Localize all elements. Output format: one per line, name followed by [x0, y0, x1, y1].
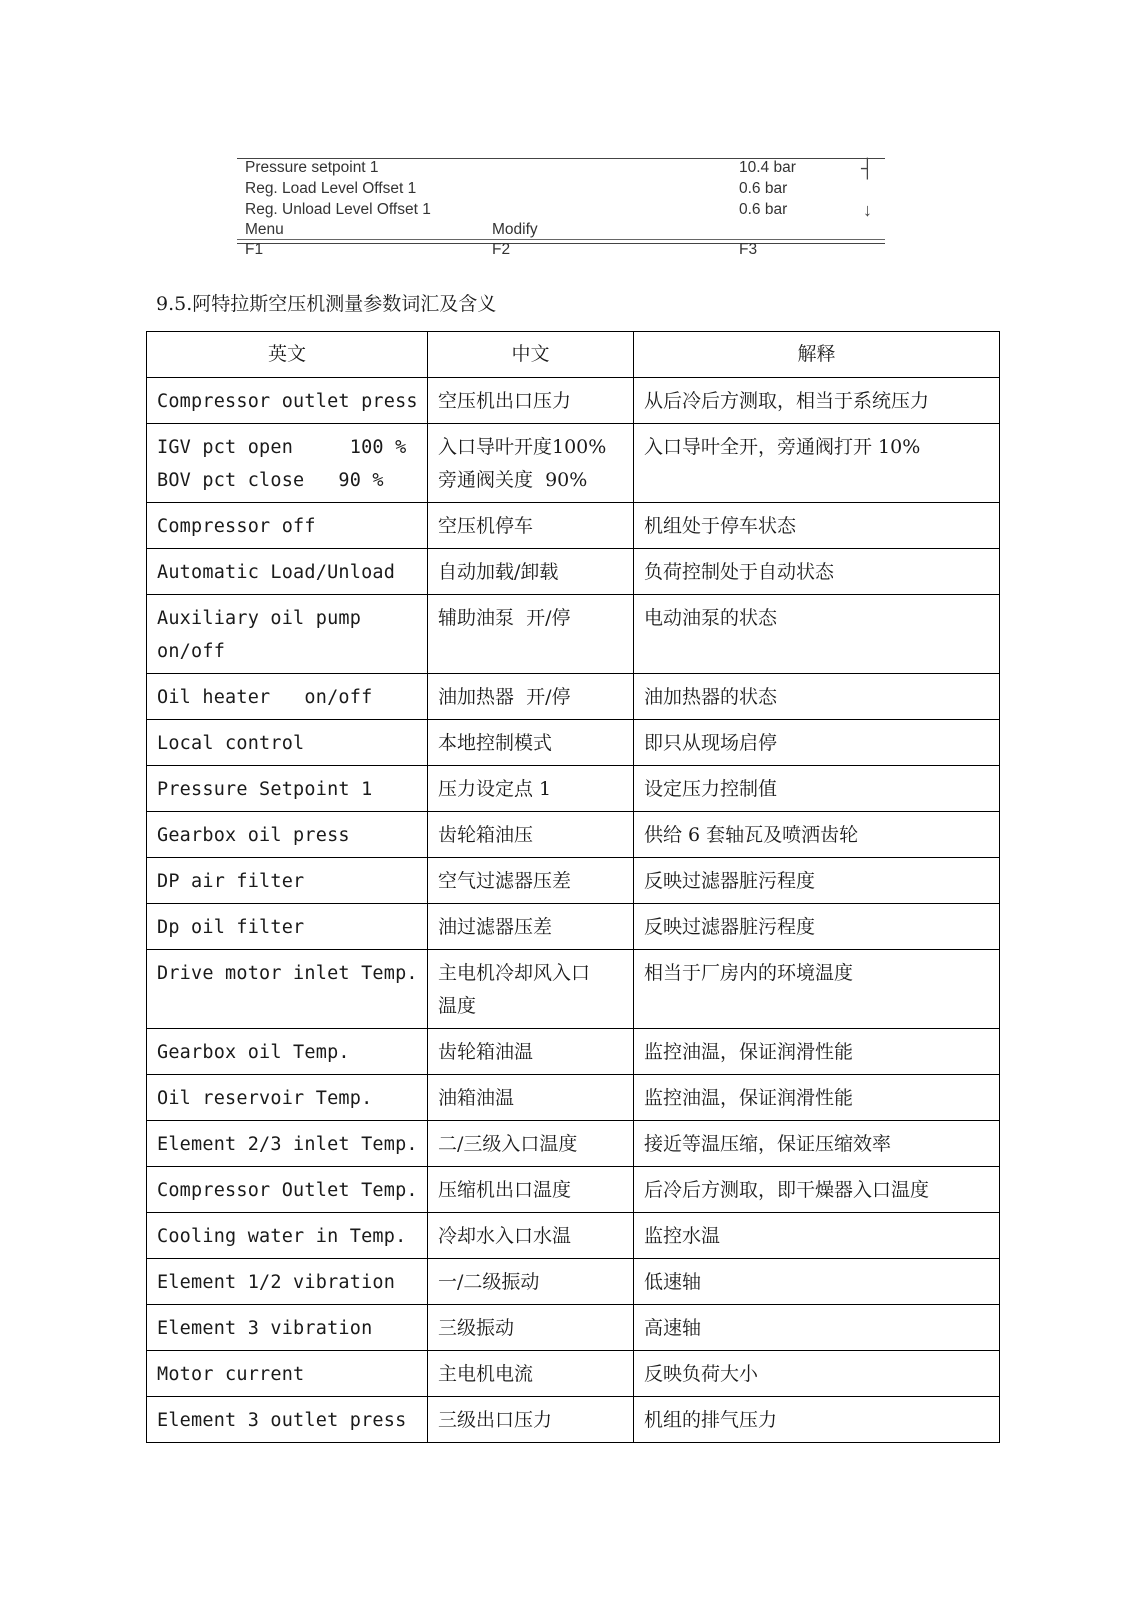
- term-english: Gearbox oil Temp.: [147, 1029, 428, 1075]
- term-english: Drive motor inlet Temp.: [147, 950, 428, 1029]
- table-row: [147, 378, 1000, 424]
- panel-bottom-rule: [237, 243, 885, 244]
- term-chinese: 三级出口压力: [428, 1397, 634, 1443]
- term-explanation: 入口导叶全开，旁通阀打开 10%: [634, 424, 1000, 503]
- term-english: Auxiliary oil pump on/off: [147, 595, 428, 674]
- term-explanation: 油加热器的状态: [634, 674, 1000, 720]
- table-row: [147, 549, 1000, 595]
- term-explanation: 监控水温: [634, 1213, 1000, 1259]
- term-english: Element 3 vibration: [147, 1305, 428, 1351]
- panel-row-value: 0.6 bar: [739, 180, 788, 197]
- term-explanation: 供给 6 套轴瓦及喷洒齿轮: [634, 812, 1000, 858]
- table-row: [147, 720, 1000, 766]
- table-row: [147, 424, 1000, 503]
- term-chinese: 辅助油泵 开/停: [428, 595, 634, 674]
- glossary-table: [146, 331, 1000, 1443]
- term-english: Pressure Setpoint 1: [147, 766, 428, 812]
- term-chinese: 本地控制模式: [428, 720, 634, 766]
- table-row: [147, 1167, 1000, 1213]
- term-chinese: 一/二级振动: [428, 1259, 634, 1305]
- panel-row-label: Reg. Load Level Offset 1: [245, 180, 417, 197]
- term-chinese: 油过滤器压差: [428, 904, 634, 950]
- term-explanation: 机组的排气压力: [634, 1397, 1000, 1443]
- table-header-row: [147, 332, 1000, 378]
- term-explanation: 相当于厂房内的环境温度: [634, 950, 1000, 1029]
- table-row: [147, 1029, 1000, 1075]
- term-chinese: 压力设定点 1: [428, 766, 634, 812]
- term-english: Cooling water in Temp.: [147, 1213, 428, 1259]
- term-chinese: 空压机出口压力: [428, 378, 634, 424]
- term-english: Compressor Outlet Temp.: [147, 1167, 428, 1213]
- term-english: DP air filter: [147, 858, 428, 904]
- term-chinese: 齿轮箱油温: [428, 1029, 634, 1075]
- header-english: 英文: [147, 332, 428, 378]
- cursor-marker-icon: ┤: [861, 158, 874, 178]
- function-key-f3[interactable]: F3: [739, 241, 758, 258]
- table-row: [147, 950, 1000, 1029]
- term-chinese: 空压机停车: [428, 503, 634, 549]
- table-row: [147, 1351, 1000, 1397]
- term-english: Element 2/3 inlet Temp.: [147, 1121, 428, 1167]
- term-chinese: 主电机电流: [428, 1351, 634, 1397]
- controller-display-panel: [237, 158, 885, 264]
- term-chinese: 油箱油温: [428, 1075, 634, 1121]
- term-explanation: 反映负荷大小: [634, 1351, 1000, 1397]
- table-row: [147, 595, 1000, 674]
- term-english: IGV pct open 100 % BOV pct close 90 %: [147, 424, 428, 503]
- term-chinese: 齿轮箱油压: [428, 812, 634, 858]
- function-key-f2[interactable]: F2: [492, 241, 511, 258]
- term-explanation: 反映过滤器脏污程度: [634, 858, 1000, 904]
- term-english: Gearbox oil press: [147, 812, 428, 858]
- softkey-menu-label[interactable]: Menu: [245, 221, 284, 238]
- section-title: 9.5.阿特拉斯空压机测量参数词汇及含义: [156, 293, 497, 315]
- term-explanation: 接近等温压缩，保证压缩效率: [634, 1121, 1000, 1167]
- term-chinese: 空气过滤器压差: [428, 858, 634, 904]
- term-chinese: 二/三级入口温度: [428, 1121, 634, 1167]
- term-english: Element 1/2 vibration: [147, 1259, 428, 1305]
- term-chinese: 油加热器 开/停: [428, 674, 634, 720]
- term-explanation: 即只从现场启停: [634, 720, 1000, 766]
- arrow-down-icon: ↓: [863, 200, 872, 220]
- function-key-f1[interactable]: F1: [245, 241, 264, 258]
- table-row: [147, 1305, 1000, 1351]
- term-english: Motor current: [147, 1351, 428, 1397]
- term-explanation: 反映过滤器脏污程度: [634, 904, 1000, 950]
- panel-row-value: 10.4 bar: [739, 159, 796, 176]
- table-row: [147, 904, 1000, 950]
- term-english: Oil heater on/off: [147, 674, 428, 720]
- term-english: Element 3 outlet press: [147, 1397, 428, 1443]
- term-explanation: 设定压力控制值: [634, 766, 1000, 812]
- term-english: Oil reservoir Temp.: [147, 1075, 428, 1121]
- table-row: [147, 674, 1000, 720]
- term-chinese: 冷却水入口水温: [428, 1213, 634, 1259]
- term-english: Compressor off: [147, 503, 428, 549]
- panel-row-value: 0.6 bar: [739, 201, 788, 218]
- term-explanation: 后冷后方测取，即干燥器入口温度: [634, 1167, 1000, 1213]
- term-english: Compressor outlet press: [147, 378, 428, 424]
- term-chinese: 主电机冷却风入口 温度: [428, 950, 634, 1029]
- term-chinese: 入口导叶开度100% 旁通阀关度 90%: [428, 424, 634, 503]
- term-explanation: 低速轴: [634, 1259, 1000, 1305]
- term-explanation: 高速轴: [634, 1305, 1000, 1351]
- term-explanation: 监控油温，保证润滑性能: [634, 1029, 1000, 1075]
- table-row: [147, 1213, 1000, 1259]
- term-chinese: 三级振动: [428, 1305, 634, 1351]
- table-row: [147, 503, 1000, 549]
- term-explanation: 电动油泵的状态: [634, 595, 1000, 674]
- panel-row-label: Reg. Unload Level Offset 1: [245, 201, 431, 218]
- header-explanation: 解释: [634, 332, 1000, 378]
- term-english: Automatic Load/Unload: [147, 549, 428, 595]
- term-english: Dp oil filter: [147, 904, 428, 950]
- panel-row-label: Pressure setpoint 1: [245, 159, 379, 176]
- term-explanation: 机组处于停车状态: [634, 503, 1000, 549]
- glossary-body: [147, 378, 1000, 1443]
- softkey-divider: [237, 239, 885, 240]
- term-chinese: 压缩机出口温度: [428, 1167, 634, 1213]
- header-chinese: 中文: [428, 332, 634, 378]
- table-row: [147, 812, 1000, 858]
- softkey-modify-label[interactable]: Modify: [492, 221, 538, 238]
- term-explanation: 监控油温，保证润滑性能: [634, 1075, 1000, 1121]
- table-row: [147, 858, 1000, 904]
- table-row: [147, 1397, 1000, 1443]
- term-english: Local control: [147, 720, 428, 766]
- table-row: [147, 1259, 1000, 1305]
- term-explanation: 从后冷后方测取，相当于系统压力: [634, 378, 1000, 424]
- table-row: [147, 1121, 1000, 1167]
- table-row: [147, 766, 1000, 812]
- term-explanation: 负荷控制处于自动状态: [634, 549, 1000, 595]
- table-row: [147, 1075, 1000, 1121]
- term-chinese: 自动加载/卸载: [428, 549, 634, 595]
